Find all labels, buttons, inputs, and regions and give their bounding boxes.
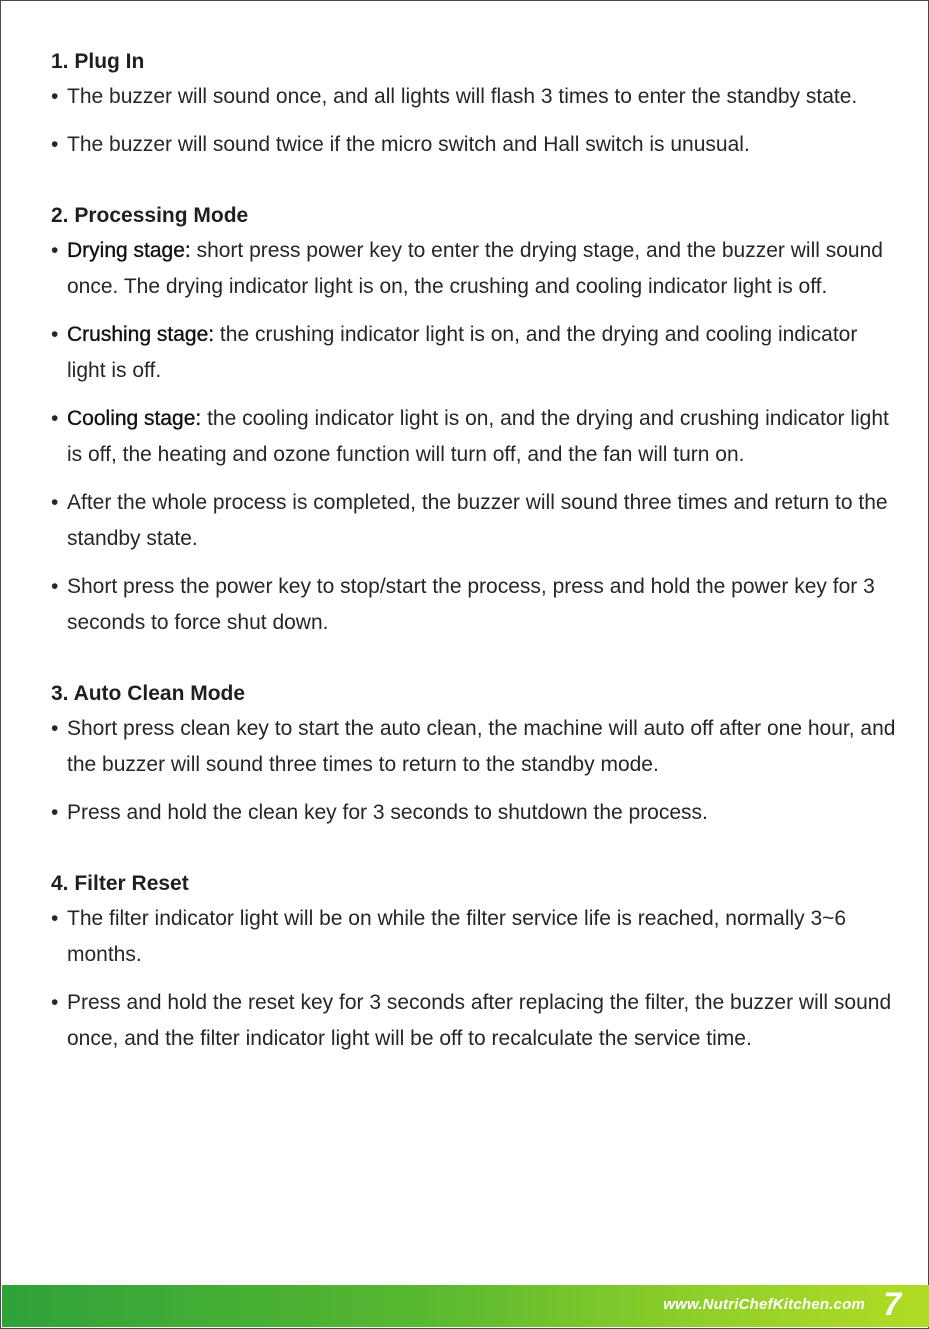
list-item <box>51 901 901 973</box>
bullet-marker: • <box>51 991 59 1014</box>
list-item <box>51 127 901 163</box>
list-item-text <box>67 317 901 389</box>
bullet-marker: • <box>51 575 59 598</box>
list-item-text <box>67 901 901 973</box>
list-item <box>51 233 901 305</box>
list-item-text <box>67 127 901 163</box>
list-item <box>51 79 901 115</box>
page-number: 7 <box>883 1286 901 1322</box>
list-item-body: After the whole process is completed, the buzzer will sound three times and return to the standby state. <box>67 491 888 550</box>
section-title: 1. Plug In <box>51 50 145 73</box>
list-item-body: The buzzer will sound once, and all lights will flash 3 times to enter the standby state. <box>67 85 858 108</box>
bullet-marker: • <box>51 491 59 514</box>
bullet-marker: • <box>51 239 59 262</box>
section-plug-in <box>51 45 901 163</box>
section-title: 3. Auto Clean Mode <box>51 682 246 705</box>
list-item-text <box>67 79 901 115</box>
bullet-marker: • <box>51 801 59 824</box>
section-auto-clean-mode <box>51 677 901 831</box>
list-item-text <box>67 985 901 1057</box>
bullet-marker: • <box>51 323 59 346</box>
bullet-marker: • <box>51 407 59 430</box>
list-item-text <box>67 401 901 473</box>
section-filter-reset <box>51 867 901 1057</box>
list-item-body: Short press the power key to stop/start the process, press and hold the power key for 3 seconds to force shut down. <box>67 575 875 634</box>
list-item-text <box>67 569 901 641</box>
section-title: 4. Filter Reset <box>51 872 189 895</box>
list-item <box>51 569 901 641</box>
footer-bar <box>2 1285 929 1327</box>
section-processing-mode <box>51 199 901 641</box>
list-item-body: the crushing indicator light is on, and the drying and cooling indicator light is off. <box>67 323 858 382</box>
list-item-lead: Crushing stage: <box>67 323 215 346</box>
list-item <box>51 985 901 1057</box>
bullet-marker: • <box>51 907 59 930</box>
list-item <box>51 711 901 783</box>
list-item <box>51 401 901 473</box>
list-item-body: Press and hold the reset key for 3 seconds after replacing the filter, the buzzer will sound once, and the filter indicator light will be off to recalculate the service time. <box>67 991 892 1050</box>
list-item <box>51 317 901 389</box>
list-item <box>51 485 901 557</box>
list-item-body: the cooling indicator light is on, and the drying and crushing indicator light is off, the heating and ozone function will turn off, and the fan will turn on. <box>67 407 889 466</box>
section-title: 2. Processing Mode <box>51 204 249 227</box>
list-item-text <box>67 711 901 783</box>
footer-website-link[interactable]: www.NutriChefKitchen.com <box>663 1296 865 1313</box>
list-item-body: The buzzer will sound twice if the micro switch and Hall switch is unusual. <box>67 133 750 156</box>
list-item <box>51 795 901 831</box>
bullet-marker: • <box>51 717 59 740</box>
page-content <box>51 45 901 1057</box>
list-item-body: short press power key to enter the drying stage, and the buzzer will sound once. The drying indicator light is on, the crushing and cooling indicator light is off. <box>67 239 883 298</box>
bullet-marker: • <box>51 85 59 108</box>
list-item-body: Short press clean key to start the auto clean, the machine will auto off after one hour, and the buzzer will sound three times to return to the standby mode. <box>67 717 896 776</box>
list-item-text <box>67 795 901 831</box>
list-item-text <box>67 485 901 557</box>
list-item-text <box>67 233 901 305</box>
list-item-body: The filter indicator light will be on while the filter service life is reached, normally 3~6 months. <box>67 907 847 966</box>
list-item-body: Press and hold the clean key for 3 seconds to shutdown the process. <box>67 801 708 824</box>
list-item-lead: Drying stage: <box>67 239 191 262</box>
list-item-lead: Cooling stage: <box>67 407 202 430</box>
bullet-marker: • <box>51 133 59 156</box>
